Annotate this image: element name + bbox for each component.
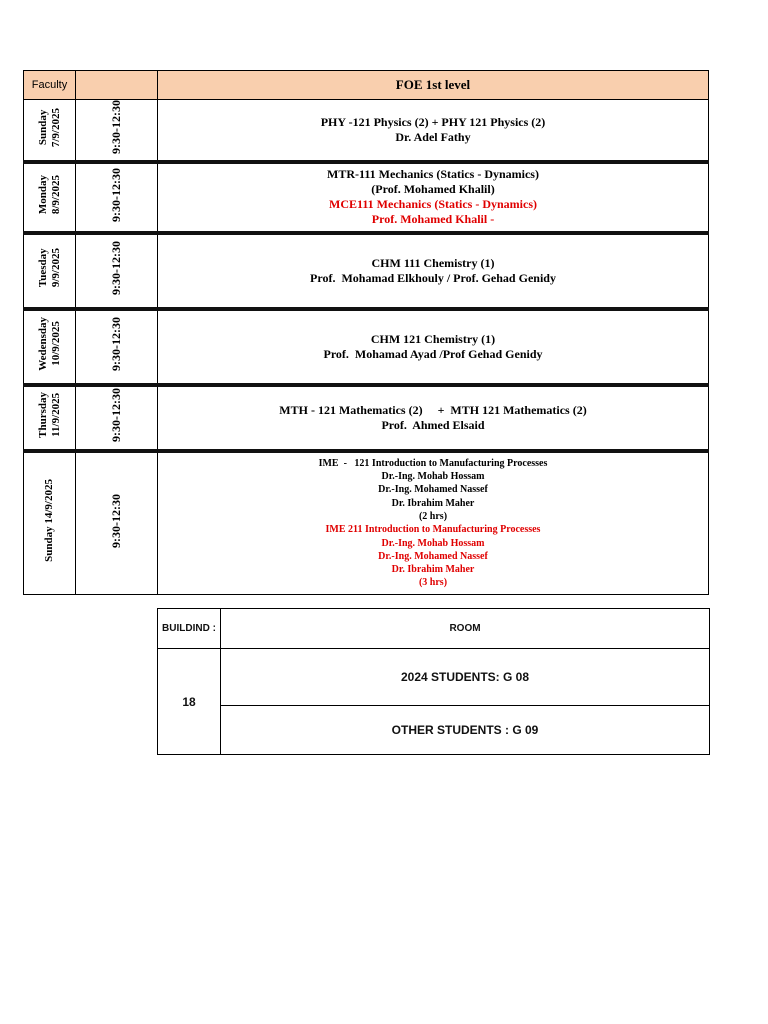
schedule-row (24, 100, 709, 162)
schedule-table (23, 70, 709, 595)
time-label: 9:30-12:30 (109, 388, 123, 442)
schedule-header-row (24, 71, 709, 100)
room-row (158, 649, 710, 706)
schedule-row (24, 385, 709, 451)
level-header: FOE 1st level (158, 71, 709, 100)
time-cell (76, 233, 158, 309)
day-label: Monday 8/9/2025 (36, 174, 62, 215)
room-header-row (158, 609, 710, 649)
course-cell (158, 162, 709, 233)
course-line: (2 hrs) (418, 510, 448, 522)
course-line: (Prof. Mohamed Khalil) (371, 182, 495, 196)
time-label: 9:30-12:30 (109, 167, 123, 222)
course-cell (158, 100, 709, 162)
day-label: Sunday 14/9/2025 (43, 479, 55, 563)
time-cell (76, 385, 158, 451)
course-line: CHM 111 Chemistry (1) (371, 255, 495, 270)
room-assignment: OTHER STUDENTS : G 09 (221, 706, 710, 755)
time-label: 9:30-12:30 (109, 100, 123, 155)
course-line: Dr.-Ing. Mohab Hossam (381, 471, 485, 483)
course-line: IME 211 Introduction to Manufacturing Processes (325, 524, 541, 536)
time-cell (76, 451, 158, 595)
course-line: CHM 121 Chemistry (1) (370, 331, 496, 346)
schedule-row (24, 309, 709, 385)
room-assignment: 2024 STUDENTS: G 08 (221, 649, 710, 706)
day-label: Wedensday 10/9/2025 (36, 317, 62, 371)
course-line: Prof. Mohamed Khalil - (371, 212, 495, 226)
room-label: ROOM (221, 609, 710, 649)
day-cell (24, 385, 76, 451)
room-table (157, 608, 710, 755)
course-line: Dr. Adel Fathy (395, 129, 471, 144)
course-cell (158, 309, 709, 385)
time-cell (76, 162, 158, 233)
course-line: MCE111 Mechanics (Statics - Dynamics) (329, 197, 537, 211)
course-line: MTH - 121 Mathematics (2) + MTH 121 Mathematics (2) (279, 402, 587, 417)
course-cell (158, 233, 709, 309)
course-line: (3 hrs) (418, 577, 448, 589)
course-line: Prof. Mohamad Elkhouly / Prof. Gehad Genidy (310, 270, 556, 285)
time-label: 9:30-12:30 (109, 493, 123, 548)
course-line: Prof. Ahmed Elsaid (381, 417, 485, 432)
course-line: Dr.-Ing. Mohab Hossam (381, 537, 485, 549)
day-label: Sunday 7/9/2025 (36, 107, 62, 147)
course-line: Dr.-Ing. Mohamed Nassef (378, 484, 488, 496)
day-cell (24, 233, 76, 309)
course-cell (158, 385, 709, 451)
building-number: 18 (158, 649, 221, 755)
day-label: Tuesday 9/9/2025 (36, 248, 62, 288)
day-cell (24, 309, 76, 385)
time-label: 9:30-12:30 (109, 241, 123, 295)
faculty-header: Faculty (24, 71, 76, 100)
course-line: MTR-111 Mechanics (Statics - Dynamics) (327, 167, 539, 181)
time-cell (76, 309, 158, 385)
day-cell (24, 451, 76, 595)
schedule-row (24, 162, 709, 233)
course-line: Dr.-Ing. Mohamed Nassef (378, 550, 488, 562)
building-label: BUILDIND : (158, 609, 221, 649)
course-line: IME - 121 Introduction to Manufacturing Processes (318, 457, 548, 469)
day-cell (24, 162, 76, 233)
time-cell (76, 100, 158, 162)
course-line: Dr. Ibrahim Maher (391, 497, 475, 509)
time-label: 9:30-12:30 (109, 317, 123, 371)
course-line: Prof. Mohamad Ayad /Prof Gehad Genidy (323, 346, 543, 361)
course-cell (158, 451, 709, 595)
blank-header (76, 71, 158, 100)
schedule-row (24, 451, 709, 595)
day-label: Thursday 11/9/2025 (36, 392, 62, 438)
course-line: PHY -121 Physics (2) + PHY 121 Physics (2) (320, 114, 546, 129)
schedule-row (24, 233, 709, 309)
room-row (158, 706, 710, 755)
course-line: Dr. Ibrahim Maher (391, 564, 475, 576)
day-cell (24, 100, 76, 162)
